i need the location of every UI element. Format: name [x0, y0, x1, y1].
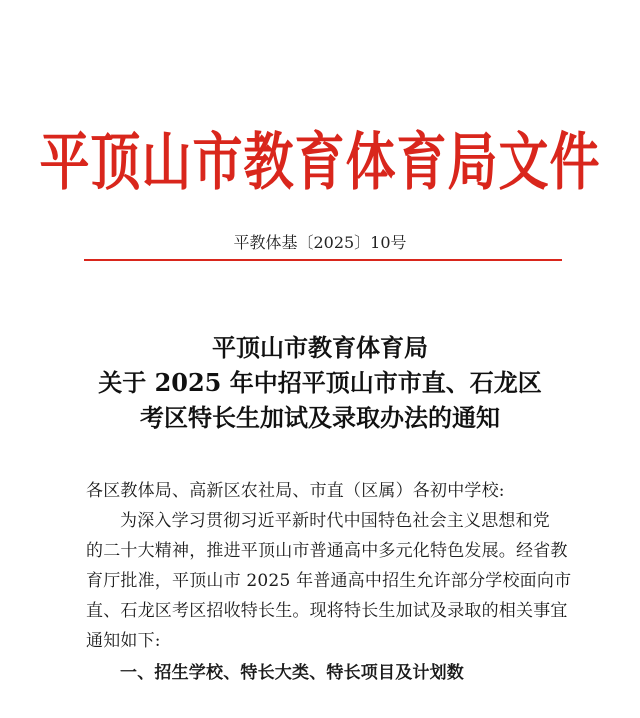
- notice-title-line-2: 关于 2025 年中招平顶山市市直、石龙区: [98, 368, 542, 397]
- paragraph-line-1: 为深入学习贯彻习近平新时代中国特色社会主义思想和党: [120, 511, 550, 531]
- addressee-line: 各区教体局、高新区农社局、市直（区属）各初中学校:: [86, 481, 505, 501]
- paragraph-line-3: 育厅批准，平顶山市 2025 年普通高中招生允许部分学校面向市: [86, 571, 572, 591]
- section-heading: 一、招生学校、特长大类、特长项目及计划数: [120, 663, 464, 683]
- paragraph-line-4: 直、石龙区考区招收特长生。现将特长生加试及录取的相关事宜: [86, 601, 568, 621]
- paragraph-line-2: 的二十大精神，推进平顶山市普通高中多元化特色发展。经省教: [86, 541, 568, 561]
- document-number: 平教体基〔2025〕10号: [233, 233, 407, 252]
- document-header-title: 平顶山市教育体育局文件: [39, 125, 601, 199]
- notice-title: [0, 330, 640, 435]
- paragraph-line-5: 通知如下:: [86, 631, 161, 651]
- red-divider-line: [84, 259, 562, 261]
- notice-title-line-1: 平顶山市教育体育局: [212, 333, 428, 362]
- notice-body: [86, 476, 572, 688]
- notice-title-line-3: 考区特长生加试及录取办法的通知: [140, 403, 500, 432]
